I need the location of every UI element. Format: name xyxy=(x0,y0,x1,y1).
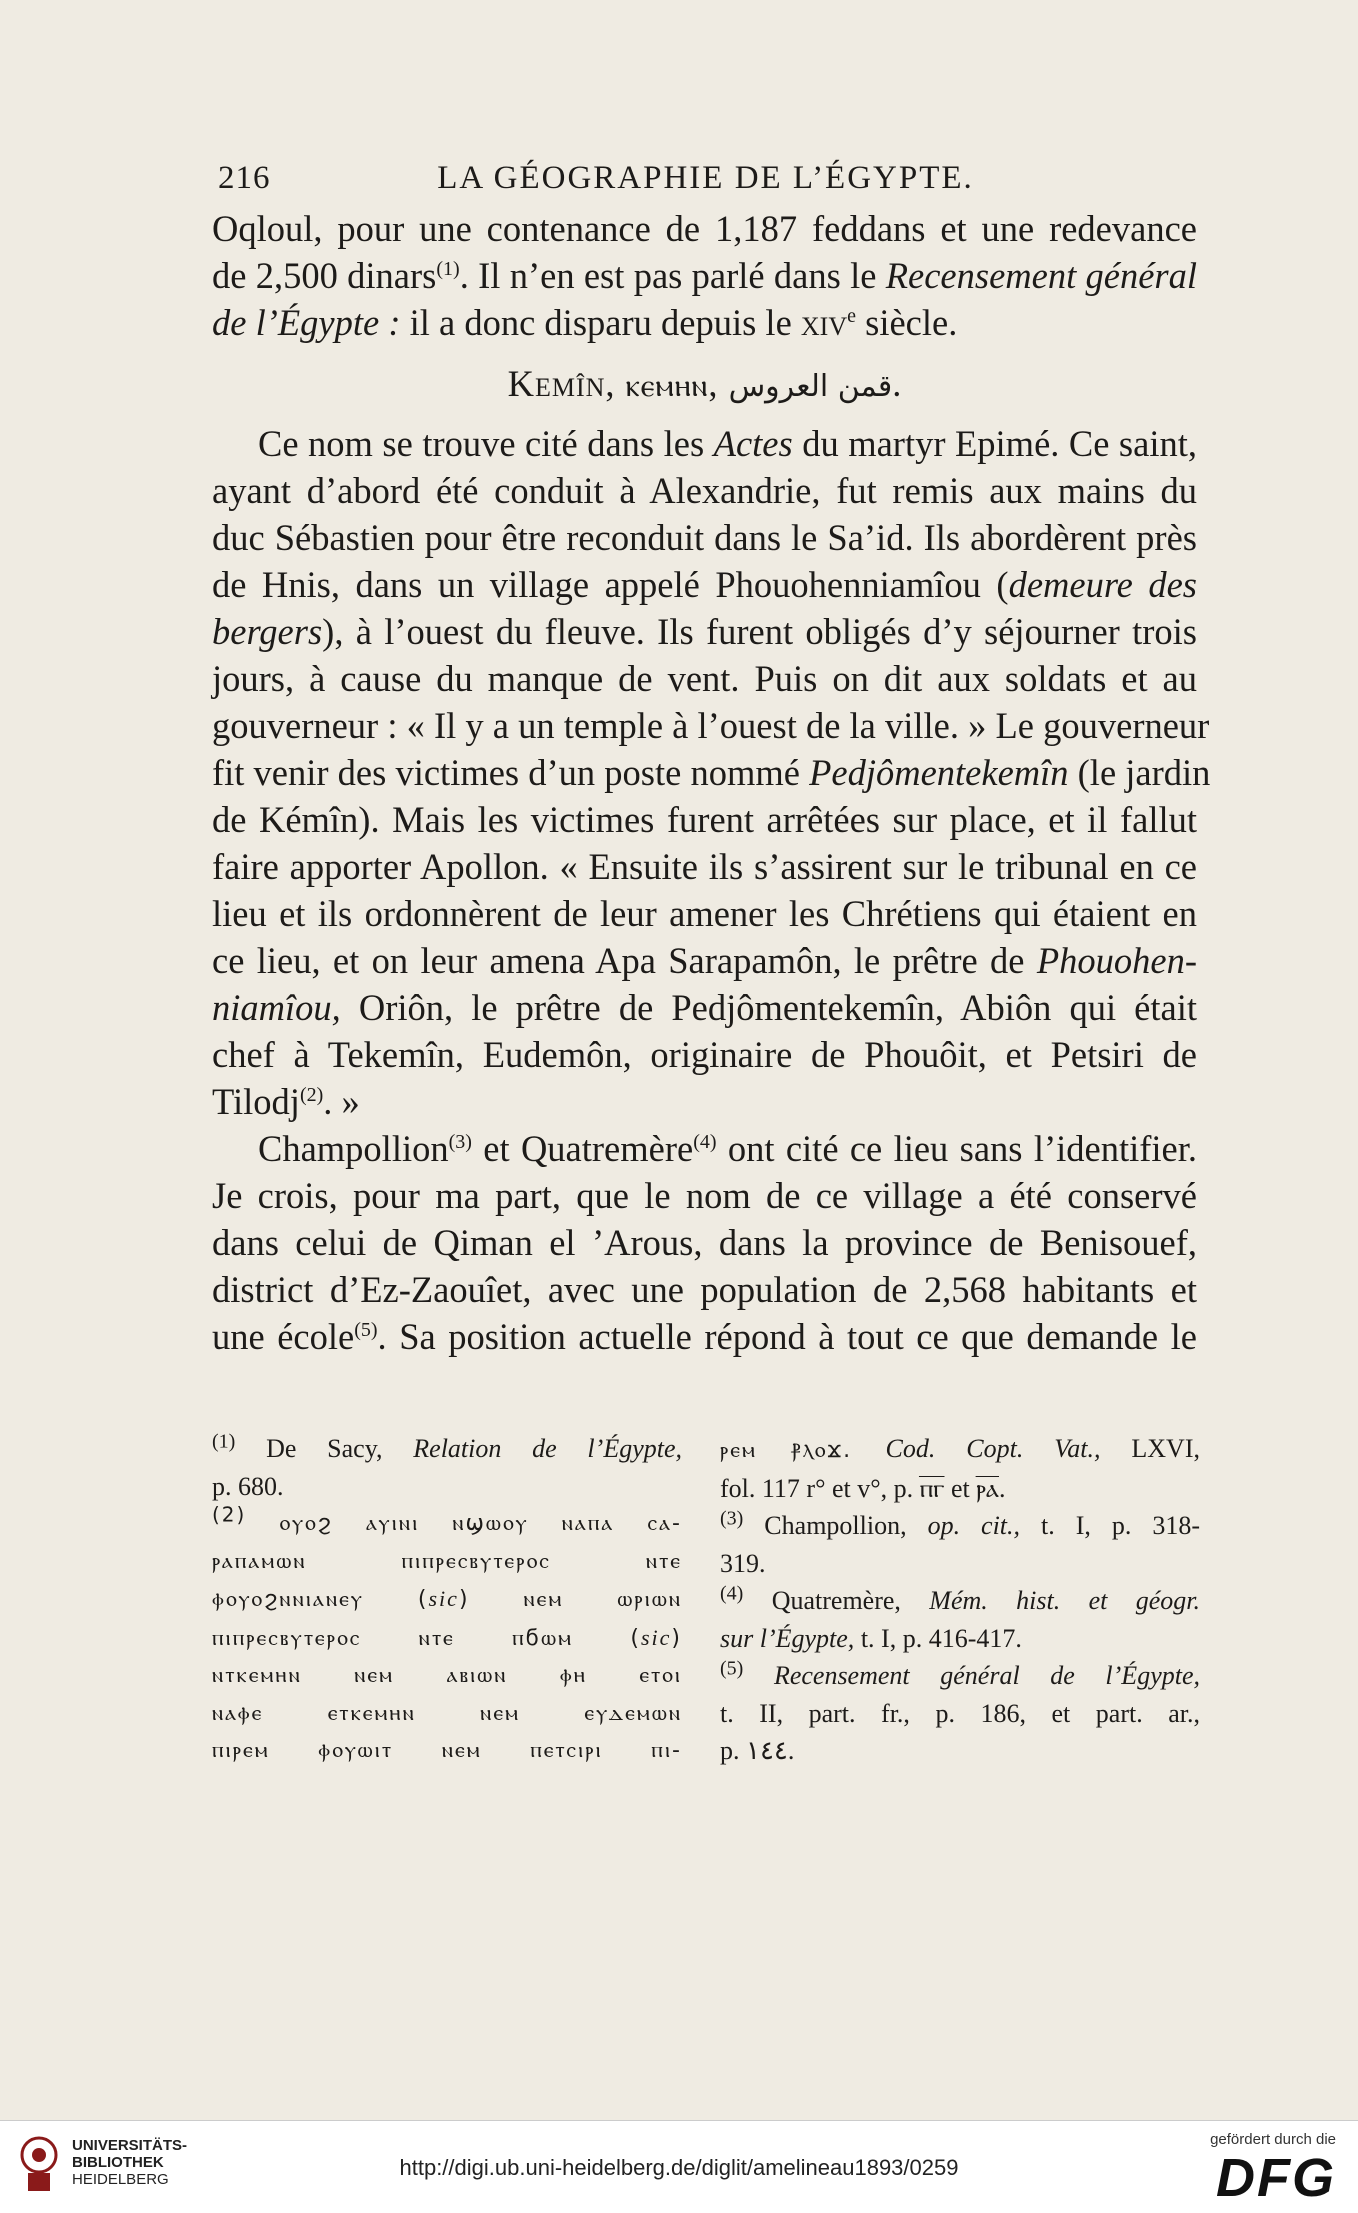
dfg-logo: DFG xyxy=(1216,2148,1336,2208)
text-line: Je crois, pour ma part, que le nom de ce village a été conservé xyxy=(212,1175,1197,1216)
funding-label: gefördert durch die xyxy=(1210,2131,1336,2148)
footnote-line: ⲫⲟⲩⲟϩⲛⲛⲓⲁⲛⲉⲩ (sic) ⲛⲉⲙ ⲱⲣⲓⲱⲛ xyxy=(212,1586,682,1612)
text-line: de Kémîn). Mais les victimes furent arrêtées sur place, et il fallut xyxy=(212,799,1197,840)
footnote-ref: (1) xyxy=(436,257,460,280)
page-number: 216 xyxy=(218,160,271,196)
text-line: Tilodj$^{(2)}$. » xyxy=(212,1081,360,1122)
text-line: une école$^{(5)}$. Sa position actuelle répond à tout ce que demande le xyxy=(212,1316,1197,1357)
footnote-line: ⲣⲁⲡⲁⲙⲱⲛ ⲡⲓⲡⲣⲉⲥⲃⲩⲧⲉⲣⲟⲥ ⲛⲧⲉ xyxy=(212,1548,682,1574)
footnotes-left xyxy=(212,1430,682,1770)
footnote-line: 319. xyxy=(720,1548,766,1578)
footnote-3: $^{(3)}$ Champollion, op. cit., t. I, p. 318- xyxy=(720,1507,1200,1540)
text-line: fit venir des victimes d’un poste nommé Pedjômentekemîn (le jardin xyxy=(212,752,1211,793)
text-line: bergers), à l’ouest du fleuve. Ils furent obligés d’y séjourner trois xyxy=(212,611,1197,652)
place-heading: Kemîn, ⲕⲉⲙⲏⲛ, قمن العروس. xyxy=(507,363,902,404)
footnote-4: $^{(4)}$ Quatremère, Mém. hist. et géogr. xyxy=(720,1582,1200,1615)
text-line: Oqloul, pour une contenance de 1,187 feddans et une redevance xyxy=(212,208,1197,249)
footnote-1: $^{(1)}$ De Sacy, Relation de l’Égypte, xyxy=(212,1430,683,1463)
text-line: lieu et ils ordonnèrent de leur amener les Chrétiens qui étaient en xyxy=(212,893,1197,934)
text-line: dans celui de Qiman el ’Arous, dans la province de Benisouef, xyxy=(212,1222,1197,1263)
text-line: faire apporter Apollon. « Ensuite ils s’assirent sur le tribunal en ce xyxy=(212,846,1197,887)
text-line: de Hnis, dans un village appelé Phouohenniamîou (demeure des xyxy=(212,564,1197,605)
footnote-line: p. 680. xyxy=(212,1471,284,1501)
footnote-2: $^{(2)}$ ⲟⲩⲟϩ ⲁⲩⲓⲛⲓ ⲛϣⲱⲟⲩ ⲛⲁⲡⲁ ⲥⲁ- xyxy=(212,1502,682,1536)
footnote-line: p. ١٤٤. xyxy=(720,1736,795,1765)
text-line: de 2,500 dinars$^{(1)}$. Il n’en est pas parlé dans le Recensement général xyxy=(212,255,1198,296)
text-line: niamîou, Oriôn, le prêtre de Pedjômentekemîn, Abiôn qui était xyxy=(212,987,1197,1028)
text-line: Ce nom se trouve cité dans les Actes du martyr Epimé. Ce saint, xyxy=(258,423,1197,464)
footnote-line: fol. 117 r° et v°, p. ⲡ̅ⲅ̅ et ⲣ̅ⲁ̅. xyxy=(720,1473,1006,1503)
footnote-line: t. II, part. fr., p. 186, et part. ar., xyxy=(720,1698,1200,1728)
text-line: chef à Tekemîn, Eudemôn, originaire de Phouôit, et Petsiri de xyxy=(212,1034,1197,1075)
paragraph-2 xyxy=(212,420,1211,1125)
text-line: ayant d’abord été conduit à Alexandrie, fut remis aux mains du xyxy=(212,470,1197,511)
footnote-ref: (5) xyxy=(354,1318,378,1341)
viewer-footer xyxy=(0,2120,1358,2213)
footnote-line: sur l’Égypte, t. I, p. 416-417. xyxy=(720,1623,1022,1653)
body-text xyxy=(212,205,1211,1360)
text-line: district d’Ez-Zaouîet, avec une population de 2,568 habitants et xyxy=(212,1269,1197,1310)
text-line: de l’Égypte : il a donc disparu depuis le xiv$^e$ siècle. xyxy=(212,302,958,343)
text-line: gouverneur : « Il y a un temple à l’ouest de la ville. » Le gouverneur xyxy=(212,705,1210,746)
permalink-url[interactable]: http://digi.ub.uni-heidelberg.de/diglit/amelineau1893/0259 xyxy=(399,2155,959,2180)
footnote-line: ⲛⲁⲫⲉ ⲉⲧⲕⲉⲙⲏⲛ ⲛⲉⲙ ⲉⲩⲇⲉⲙⲱⲛ xyxy=(212,1700,682,1726)
library-name: UNIVERSITÄTS- BIBLIOTHEK HEIDELBERG xyxy=(72,2137,188,2188)
footnote-ref: (4) xyxy=(693,1130,717,1153)
footnote-line: ⲛⲧⲕⲉⲙⲏⲛ ⲛⲉⲙ ⲁⲃⲓⲱⲛ ⲫⲏ ⲉⲧⲟⲓ xyxy=(212,1663,682,1688)
footnotes-right xyxy=(720,1430,1200,1770)
footnote-5: $^{(5)}$ Recensement général de l’Égypte, xyxy=(720,1657,1200,1690)
text-line: duc Sébastien pour être reconduit dans le Sa’id. Ils abordèrent près xyxy=(212,517,1197,558)
text-line: jours, à cause du manque de vent. Puis on dit aux soldats et au xyxy=(212,658,1197,699)
footnote-line: ⲡⲓⲣⲉⲙ ⲫⲟⲩⲱⲓⲧ ⲛⲉⲙ ⲡⲉⲧⲥⲓⲣⲓ ⲡⲓ- xyxy=(212,1738,682,1763)
footnote-ref: (2) xyxy=(299,1083,324,1106)
text-line: Champollion$^{(3)}$ et Quatremère$^{(4)}$ ont cité ce lieu sans l’identifier. xyxy=(258,1128,1198,1169)
footnote-ref: (3) xyxy=(448,1130,472,1153)
footnote-line: ⲡⲓⲡⲣⲉⲥⲃⲩⲧⲉⲣⲟⲥ ⲛⲧⲉ ⲡϭⲱⲙ (sic) xyxy=(212,1624,682,1651)
paragraph-1 xyxy=(212,205,1197,346)
running-title: LA GÉOGRAPHIE DE L’ÉGYPTE. xyxy=(437,160,974,196)
footnote-line: ⲣⲉⲙ ⳁⲗⲟϫ. Cod. Copt. Vat., LXVI, xyxy=(720,1434,1200,1463)
running-header xyxy=(218,160,1193,204)
text-line: ce lieu, et on leur amena Apa Sarapamôn, le prêtre de Phouohen- xyxy=(212,940,1197,981)
paragraph-3 xyxy=(212,1125,1197,1360)
